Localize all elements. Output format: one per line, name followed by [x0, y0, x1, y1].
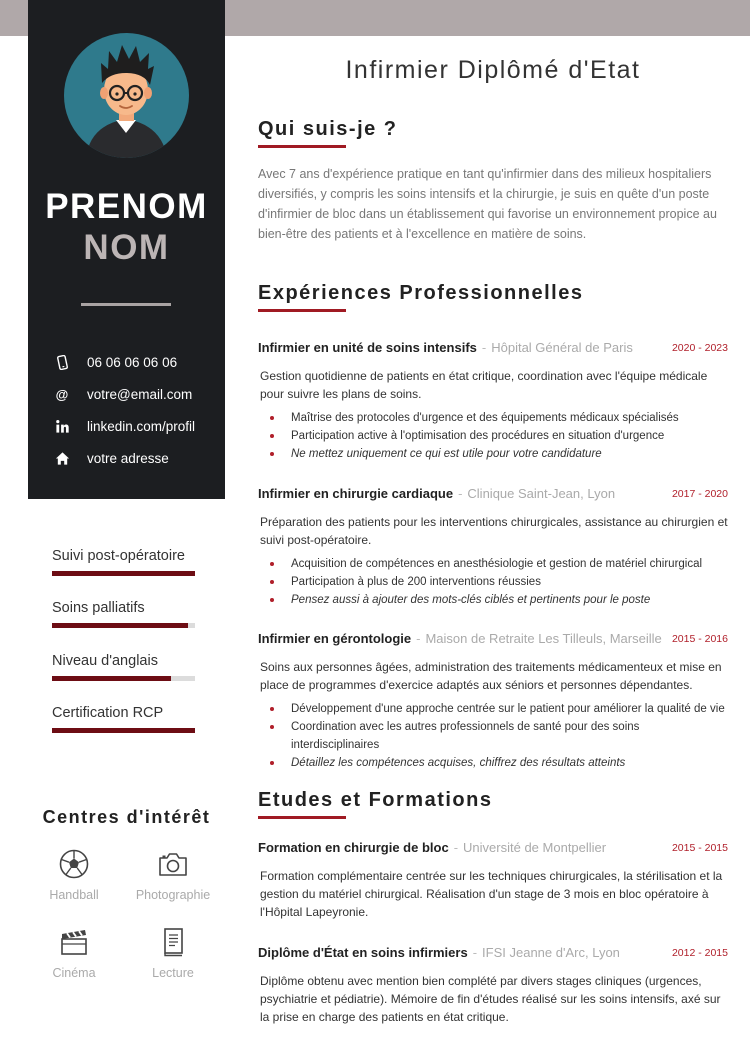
- job-bullet: Participation à plus de 200 interventions réussies: [270, 573, 728, 591]
- education-title: Etudes et Formations: [258, 789, 493, 811]
- job-separator: -: [416, 631, 421, 646]
- soccer-ball-icon: [58, 848, 90, 880]
- skill-english: [52, 653, 195, 681]
- home-icon: [52, 448, 72, 468]
- name-divider: [81, 303, 171, 306]
- linkedin-icon: [52, 416, 72, 436]
- contact-phone-text: 06 06 06 06 06: [87, 354, 178, 370]
- education-entry: [258, 840, 728, 921]
- interests-title: Centres d'intérêt: [42, 807, 211, 827]
- interest-label: Cinéma: [52, 966, 96, 980]
- about-title: Qui suis-je ?: [258, 118, 398, 140]
- job-entry: [258, 340, 728, 463]
- skill-label: Suivi post-opératoire: [52, 548, 185, 564]
- job-entry: [258, 631, 728, 772]
- job-role: Infirmier en chirurgie cardiaque: [258, 486, 454, 501]
- sidebar: [28, 0, 225, 499]
- skill-bar: [52, 676, 195, 681]
- education-rule: [258, 816, 346, 819]
- interest-photography: [128, 848, 218, 902]
- education-header: [258, 840, 728, 858]
- job-note: Ne mettez uniquement ce qui est utile pour votre candidature: [270, 445, 728, 463]
- contact-email-text: votre@email.com: [87, 386, 193, 402]
- job-header: [258, 340, 728, 358]
- skill-label: Niveau d'anglais: [52, 653, 158, 669]
- education-org: IFSI Jeanne d'Arc, Lyon: [482, 945, 620, 960]
- skill-bar-fill: [52, 676, 171, 681]
- skill-label: Certification RCP: [52, 705, 164, 721]
- last-name: NOM: [83, 228, 170, 267]
- education-dates: 2015 - 2015: [671, 842, 728, 854]
- job-dates: 2015 - 2016: [671, 633, 728, 645]
- job-bullet: Acquisition de compétences en anesthésiologie et gestion de matériel chirurgical: [270, 555, 728, 573]
- interest-label: Photographie: [135, 888, 211, 902]
- avatar-illustration: [64, 33, 189, 158]
- job-bullet: Participation active à l'optimisation des procédures en situation d'urgence: [270, 427, 728, 445]
- job-desc: Gestion quotidienne de patients en état critique, coordination avec l'équipe médicale pour suivre les plans de soins.: [260, 369, 708, 401]
- about-text: Avec 7 ans d'expérience pratique en tant qu'infirmier dans des milieux hospitaliers diversifiés, y compris les soins intensifs et la chirurgie, je suis en quête d'un poste d'infirmier de bloc dans un établissement qui favorise un environnement propice au bien-être des patients et à l'excellence en matière de soins.: [258, 167, 717, 241]
- education-separator: -: [453, 840, 459, 855]
- skill-bar-fill: [52, 728, 195, 733]
- skill-post-op: [52, 548, 195, 576]
- job-role: Infirmier en unité de soins intensifs: [258, 340, 477, 355]
- interest-reading: [128, 926, 218, 980]
- job-dates: 2020 - 2023: [671, 342, 728, 354]
- job-desc: Soins aux personnes âgées, administration des traitements médicamenteux et mise en place de programmes d'exercice adaptés aux séniors et personnes dépendantes.: [260, 660, 722, 692]
- job-header: [258, 486, 728, 504]
- education-entry: [258, 945, 728, 1026]
- avatar: [64, 33, 189, 158]
- job-role: Infirmier en gérontologie: [258, 631, 412, 646]
- job-separator: -: [481, 340, 487, 355]
- job-bullet: Maîtrise des protocoles d'urgence et des équipements médicaux spécialisés: [270, 409, 728, 427]
- job-note: Détaillez les compétences acquises, chiffrez des résultats atteints: [270, 754, 728, 772]
- education-desc: Diplôme obtenu avec mention bien complété par divers stages cliniques (urgences, psychiatrie et pédiatrie). Mémoire de fin d'études réalisé sur les soins intensifs, axé sur la prise en charge des patients en état critique.: [260, 974, 721, 1024]
- education-role: Formation en chirurgie de bloc: [258, 840, 449, 855]
- phone-icon: [52, 352, 72, 372]
- book-icon: [157, 926, 189, 958]
- at-icon: @: [55, 386, 69, 402]
- interest-cinema: [29, 926, 119, 980]
- interest-label: Handball: [49, 888, 99, 902]
- job-note: Pensez aussi à ajouter des mots-clés ciblés et pertinents pour le poste: [270, 591, 728, 609]
- job-bullet: Développement d'une approche centrée sur le patient pour améliorer la qualité de vie: [270, 700, 728, 718]
- skill-bar-fill: [52, 571, 195, 576]
- interest-handball: [29, 848, 119, 902]
- education-role: Diplôme d'État en soins infirmiers: [258, 945, 468, 960]
- job-dates: 2017 - 2020: [671, 488, 728, 500]
- first-name: PRENOM: [45, 187, 208, 226]
- contact-linkedin[interactable]: [52, 416, 222, 436]
- experience-rule: [258, 309, 346, 312]
- contact-address-text: votre adresse: [87, 450, 169, 466]
- education-header: [258, 945, 728, 963]
- job-bullets: [258, 409, 728, 463]
- skill-bar: [52, 571, 195, 576]
- job-org: Hôpital Général de Paris: [491, 340, 633, 355]
- job-org: Clinique Saint-Jean, Lyon: [467, 486, 616, 501]
- contact-address[interactable]: [52, 448, 222, 468]
- job-desc: Préparation des patients pour les interventions chirurgicales, assistance au chirurgien et suivi post-opératoire.: [260, 515, 728, 547]
- skill-bar: [52, 728, 195, 733]
- experience-title: Expériences Professionnelles: [258, 282, 584, 304]
- contact-linkedin-text: linkedin.com/profil: [87, 418, 196, 434]
- camera-icon: [157, 848, 189, 880]
- skill-bar-fill: [52, 623, 188, 628]
- skill-label: Soins palliatifs: [52, 600, 145, 616]
- about-rule: [258, 145, 346, 148]
- skill-rcp: [52, 705, 195, 733]
- education-desc: Formation complémentaire centrée sur les techniques chirurgicales, la stérilisation et la gestion du matériel chirurgical. Réalisation d'un stage de 3 mois en bloc opératoire à l'Hôpital Lapeyronie.: [260, 869, 723, 919]
- skill-bar: [52, 623, 195, 628]
- education-separator: -: [472, 945, 478, 960]
- job-org: Maison de Retraite Les Tilleuls, Marseille: [425, 631, 662, 646]
- job-bullet: Coordination avec les autres professionnels de santé pour des soins interdisciplinaires: [270, 718, 728, 754]
- skill-palliative: [52, 600, 195, 628]
- education-org: Université de Montpellier: [463, 840, 607, 855]
- interest-label: Lecture: [152, 966, 194, 980]
- clapperboard-icon: [58, 926, 90, 958]
- contact-phone[interactable]: [52, 352, 222, 372]
- job-bullets: [258, 555, 728, 609]
- job-entry: [258, 486, 728, 609]
- job-header: [258, 631, 728, 649]
- contact-email[interactable]: [52, 384, 222, 404]
- job-title: Infirmier Diplômé d'Etat: [345, 56, 641, 84]
- job-bullets: [258, 700, 728, 772]
- education-dates: 2012 - 2015: [671, 947, 728, 959]
- job-separator: -: [458, 486, 463, 501]
